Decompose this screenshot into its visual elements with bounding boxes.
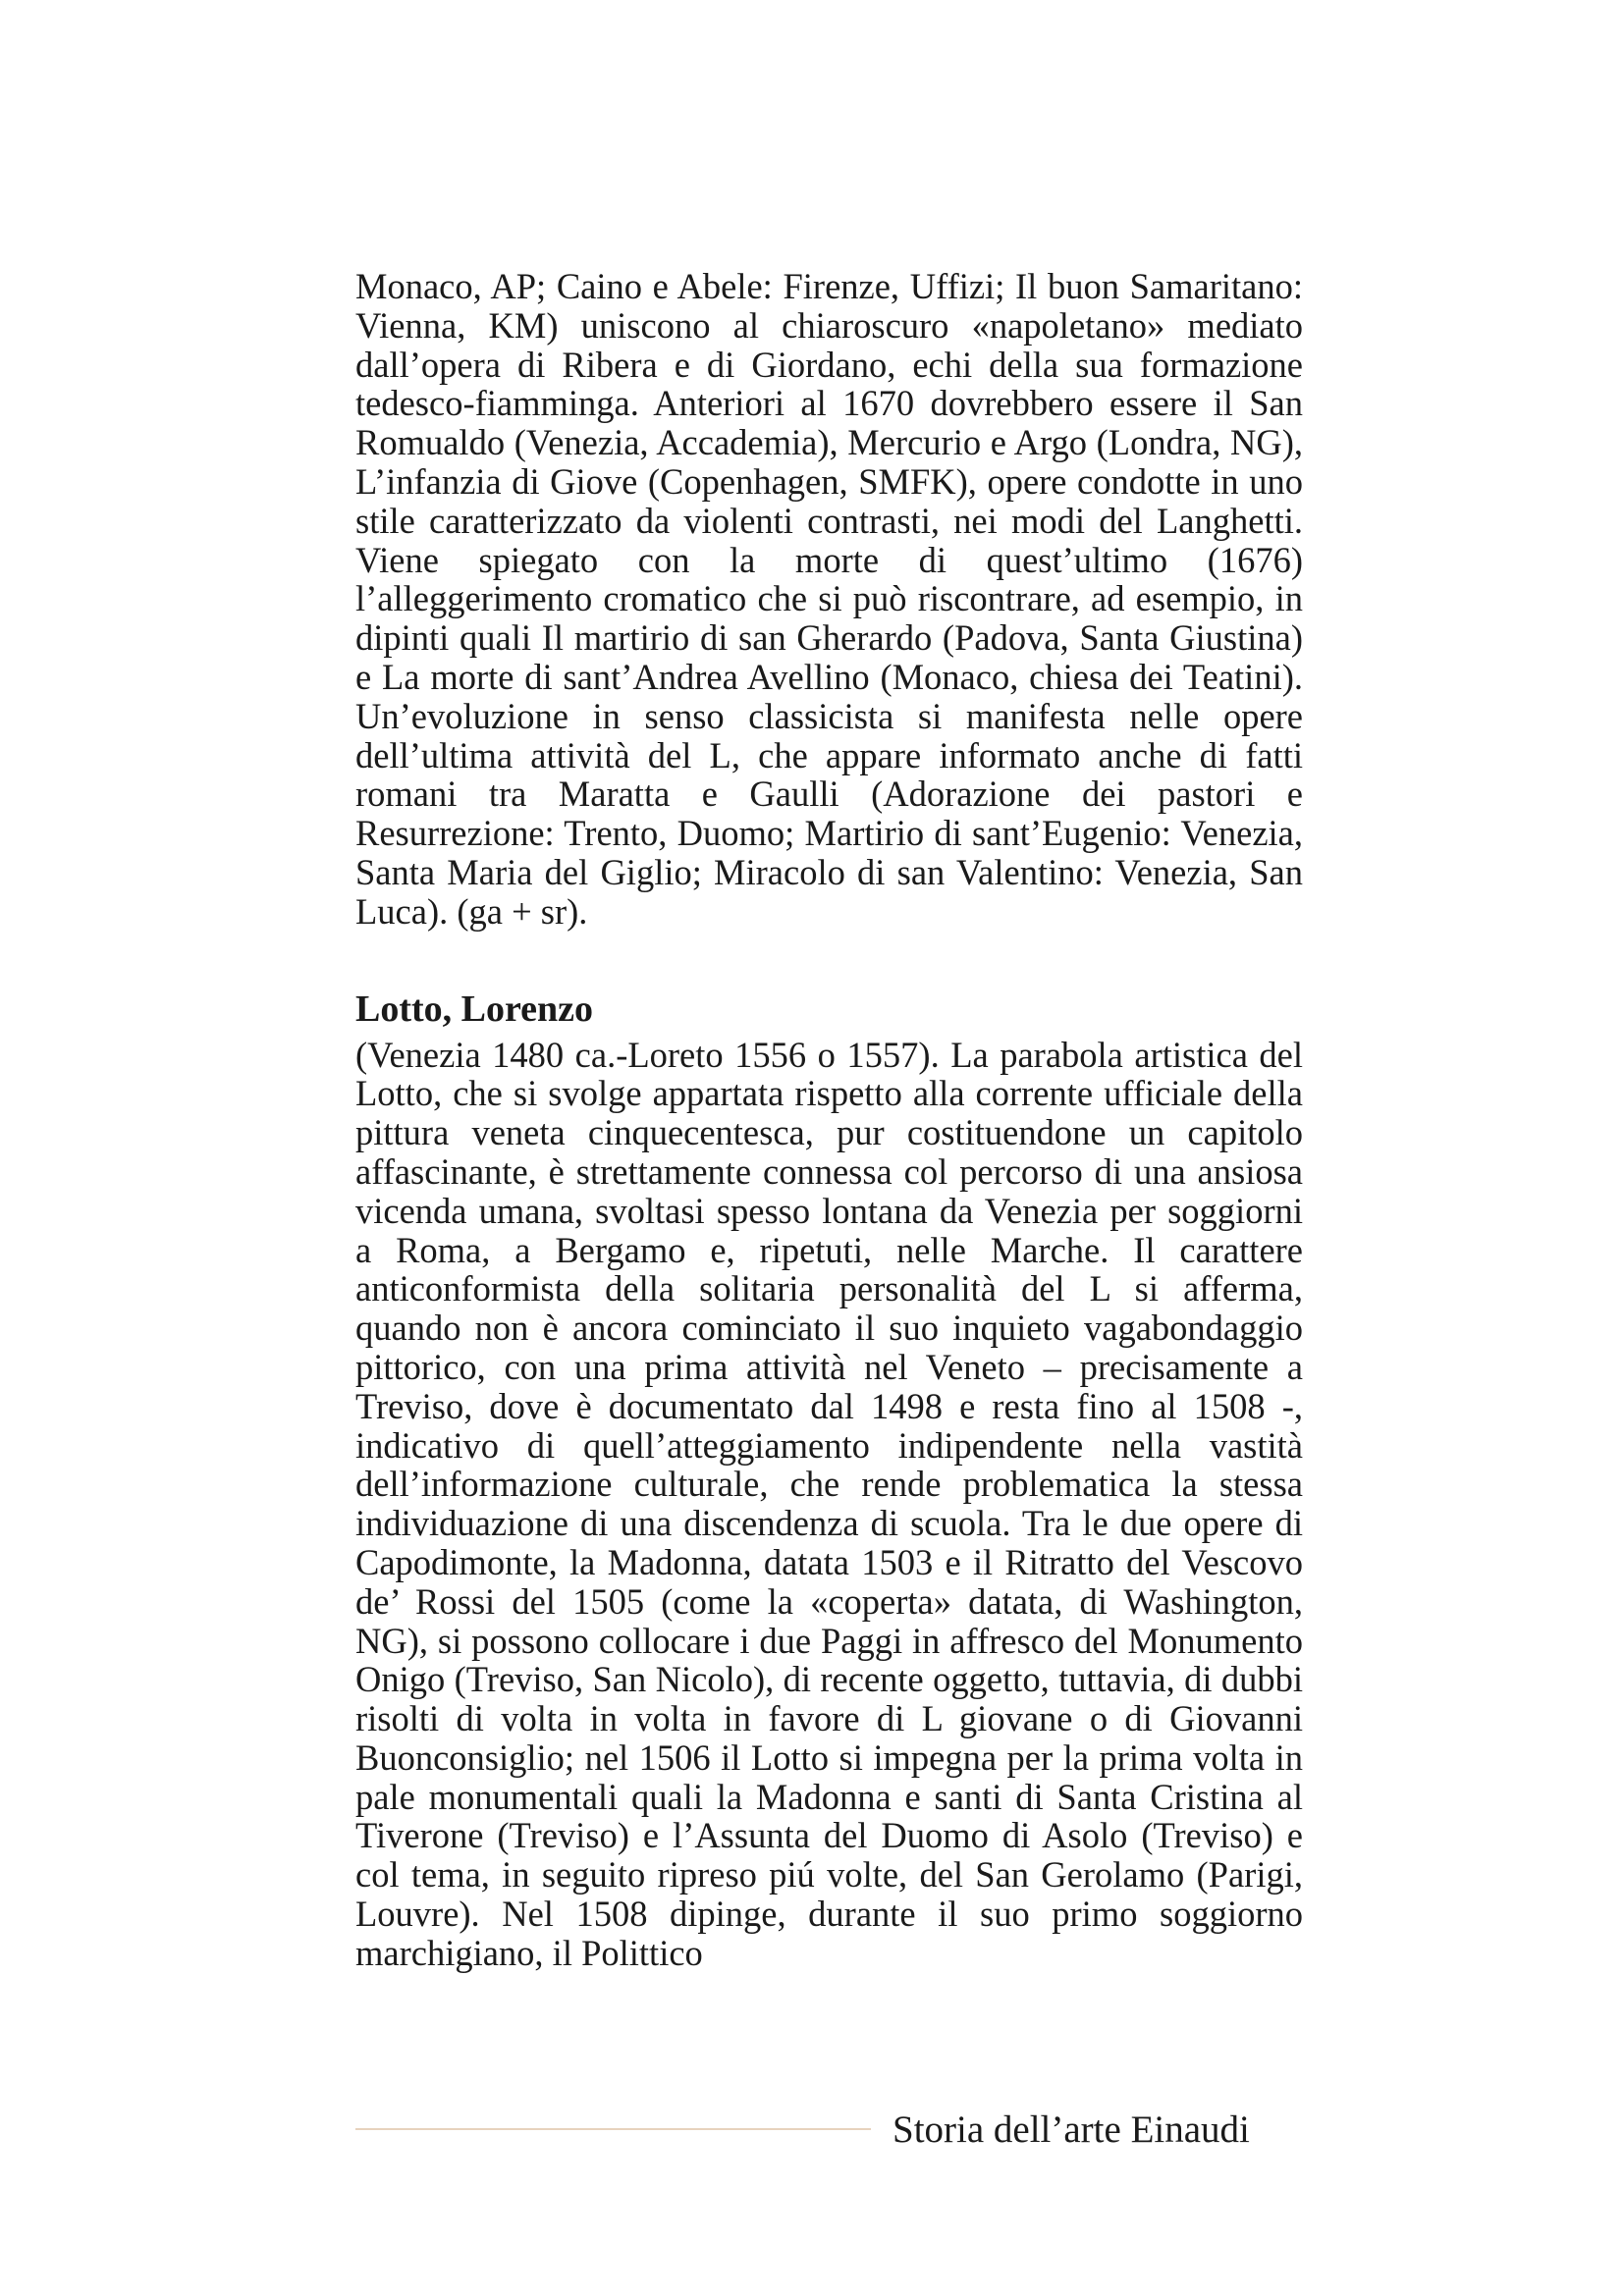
continued-paragraph: Monaco, AP; Caino e Abele: Firenze, Uffizi; Il buon Samaritano: Vienna, KM) uniscono al chiaroscuro «napoletano» mediato dall’opera di Ribera e di Giordano, echi della sua formazione tedesco-fiamminga. Anteriori al 1670 dovrebbero essere il San Romualdo (Venezia, Accademia), Mercurio e Argo (Londra, NG), L’infanzia di Giove (Copenhagen, SMFK), opere condotte in uno stile caratterizzato da violenti contrasti, nei modi del Langhetti. Viene spiegato con la morte di quest’ultimo (1676) l’alleggerimento cromatico che si può riscontrare, ad esempio, in dipinti quali Il martirio di san Gherardo (Padova, Santa Giustina) e La morte di sant’Andrea Avellino (Monaco, chiesa dei Teatini). Un’evoluzione in senso classicista si manifesta nelle opere dell’ultima attività del L, che appare informato anche di fatti romani tra Maratta e Gaulli (Adorazione dei pastori e Resurrezione: Trento, Duomo; Martirio di sant’Eugenio: Venezia, Santa Maria del Giglio; Miracolo di san Valentino: Venezia, San Luca). (ga + sr). bbox=[355, 266, 1303, 932]
entry-paragraph: (Venezia 1480 ca.-Loreto 1556 o 1557). La parabola artistica del Lotto, che si svolge appartata rispetto alla corrente ufficiale della pittura veneta cinquecentesca, pur costituendone un capitolo affascinante, è strettamente connessa col percorso di una ansiosa vicenda umana, svoltasi spesso lontana da Venezia per soggiorni a Roma, a Bergamo e, ripetuti, nelle Marche. Il carattere anticonformista della solitaria personalità del L si afferma, quando non è ancora cominciato il suo inquieto vagabondaggio pittorico, con una prima attività nel Veneto – precisamente a Treviso, dove è documentato dal 1498 e resta fino al 1508 -, indicativo di quell’atteggiamento indipendente nella vastità dell’informazione culturale, che rende problematica la stessa individuazione di una discendenza di scuola. Tra le due opere di Capodimonte, la Madonna, datata 1503 e il Ritratto del Vescovo de’ Rossi del 1505 (come la «coperta» datata, di Washington, NG), si possono collocare i due Paggi in affresco del Monumento Onigo (Treviso, San Nicolo), di recente oggetto, tuttavia, di dubbi risolti di volta in volta in favore di L giovane o di Giovanni Buonconsiglio; nel 1506 il Lotto si impegna per la prima volta in pale monumentali quali la Madonna e santi di Santa Cristina al Tiverone (Treviso) e l’Assunta del Duomo di Asolo (Treviso) e col tema, in seguito ripreso piú volte, del San Gerolamo (Parigi, Louvre). Nel 1508 dipinge, durante il suo primo soggiorno marchigiano, il Polittico bbox=[355, 1034, 1303, 1973]
footer-rule bbox=[355, 2128, 871, 2130]
page-footer bbox=[355, 2105, 1303, 2154]
text-column bbox=[355, 267, 1303, 1973]
entry-heading: Lotto, Lorenzo bbox=[355, 988, 594, 1030]
footer-title: Storia dell’arte Einaudi bbox=[893, 2108, 1250, 2151]
